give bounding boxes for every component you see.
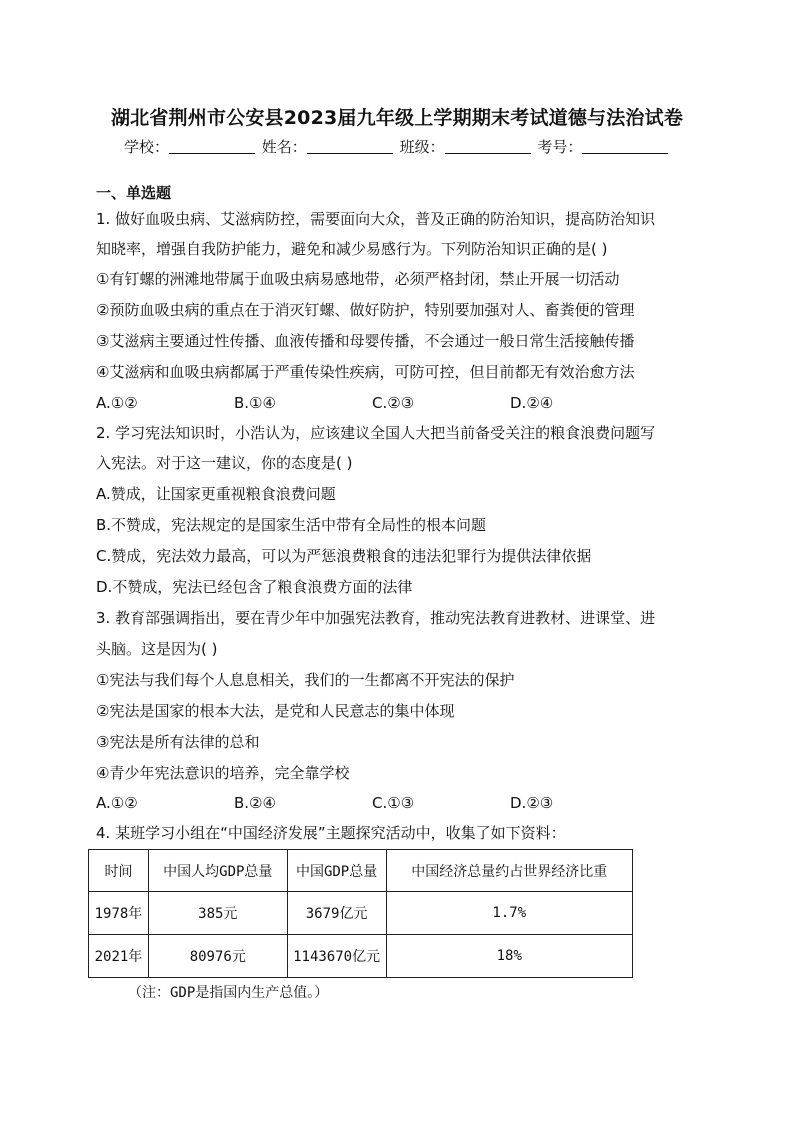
q2-option-b: B.不赞成，宪法规定的是国家生活中带有全局性的根本问题 [96,516,487,534]
q2-stem-line1: 2. 学习宪法知识时，小浩认为，应该建议全国人大把当前备受关注的粮食浪费问题写 [96,424,656,442]
class-blank [445,139,531,154]
q2-option-d: D.不赞成，宪法已经包含了粮食浪费方面的法律 [96,578,413,596]
table-cell: 2021年 [89,935,149,978]
q3-stem-line1: 3. 教育部强调指出，要在青少年中加强宪法教育，推动宪法教育进教材、进课堂、进 [96,609,656,627]
school-label: 学校： [124,138,170,156]
class-label: 班级： [399,138,445,156]
table-cell: 1143670亿元 [287,935,386,978]
exam-number-label: 考号： [537,138,583,156]
q1-option-d: D.②④ [510,394,554,412]
header-cell-per-capita-gdp: 中国人均GDP总量 [148,850,287,892]
name-blank [307,139,393,154]
q3-item: ④青少年宪法意识的培养，完全靠学校 [96,764,350,782]
q3-stem-line2: 头脑。这是因为( ) [96,640,218,658]
table-header-row [89,850,633,892]
student-info-row [124,136,670,157]
table-row [89,935,633,978]
q2-option-a: A.赞成，让国家更重视粮食浪费问题 [96,485,336,503]
table-cell: 3679亿元 [287,892,386,935]
table-cell: 18% [386,935,632,978]
table-row [89,892,633,935]
table-cell: 385元 [148,892,287,935]
table-cell: 1978年 [89,892,149,935]
header-cell-world-share: 中国经济总量约占世界经济比重 [386,850,632,892]
q1-item: ②预防血吸虫病的重点在于消灭钉螺、做好防护，特别要加强对人、畜粪便的管理 [96,301,635,319]
q1-stem-line2: 知晓率，增强自我防护能力，避免和减少易感行为。下列防治知识正确的是( ) [96,240,608,258]
school-blank [169,139,255,154]
q1-option-b: B.①④ [234,394,276,412]
q1-option-c: C.②③ [372,394,415,412]
q3-option-c: C.①③ [372,794,415,812]
q3-item: ③宪法是所有法律的总和 [96,733,260,751]
q2-stem-line2: 入宪法。对于这一建议，你的态度是( ) [96,454,353,472]
q2-option-c: C.赞成，宪法效力最高，可以为严惩浪费粮食的违法犯罪行为提供法律依据 [96,547,592,565]
exam-title: 湖北省荆州市公安县2023届九年级上学期期末考试道德与法治试卷 [110,107,684,129]
q3-option-b: B.②④ [234,794,276,812]
exam-number-blank [582,139,668,154]
q3-option-d: D.②③ [510,794,554,812]
q1-item: ④艾滋病和血吸虫病都属于严重传染性疾病，可防可控，但目前都无有效治愈方法 [96,363,635,381]
table-cell: 80976元 [148,935,287,978]
q1-item: ③艾滋病主要通过性传播、血液传播和母婴传播，不会通过一般日常生活接触传播 [96,332,635,350]
table-cell: 1.7% [386,892,632,935]
header-cell-total-gdp: 中国GDP总量 [287,850,386,892]
header-cell-time: 时间 [89,850,149,892]
table-note: （注：GDP是指国内生产总值。） [128,985,329,1001]
name-label: 姓名： [261,138,307,156]
q1-item: ①有钉螺的洲滩地带属于血吸虫病易感地带，必须严格封闭，禁止开展一切活动 [96,270,620,288]
section-heading: 一、单选题 [96,184,172,202]
q3-option-a: A.①② [96,794,138,812]
q4-stem: 4. 某班学习小组在“中国经济发展”主题探究活动中，收集了如下资料： [96,824,566,842]
q1-option-a: A.①② [96,394,138,412]
q1-stem-line1: 1. 做好血吸虫病、艾滋病防控，需要面向大众，普及正确的防治知识，提高防治知识 [96,210,656,228]
gdp-table [88,849,633,978]
q3-item: ②宪法是国家的根本大法，是党和人民意志的集中体现 [96,702,455,720]
q3-item: ①宪法与我们每个人息息相关，我们的一生都离不开宪法的保护 [96,671,515,689]
